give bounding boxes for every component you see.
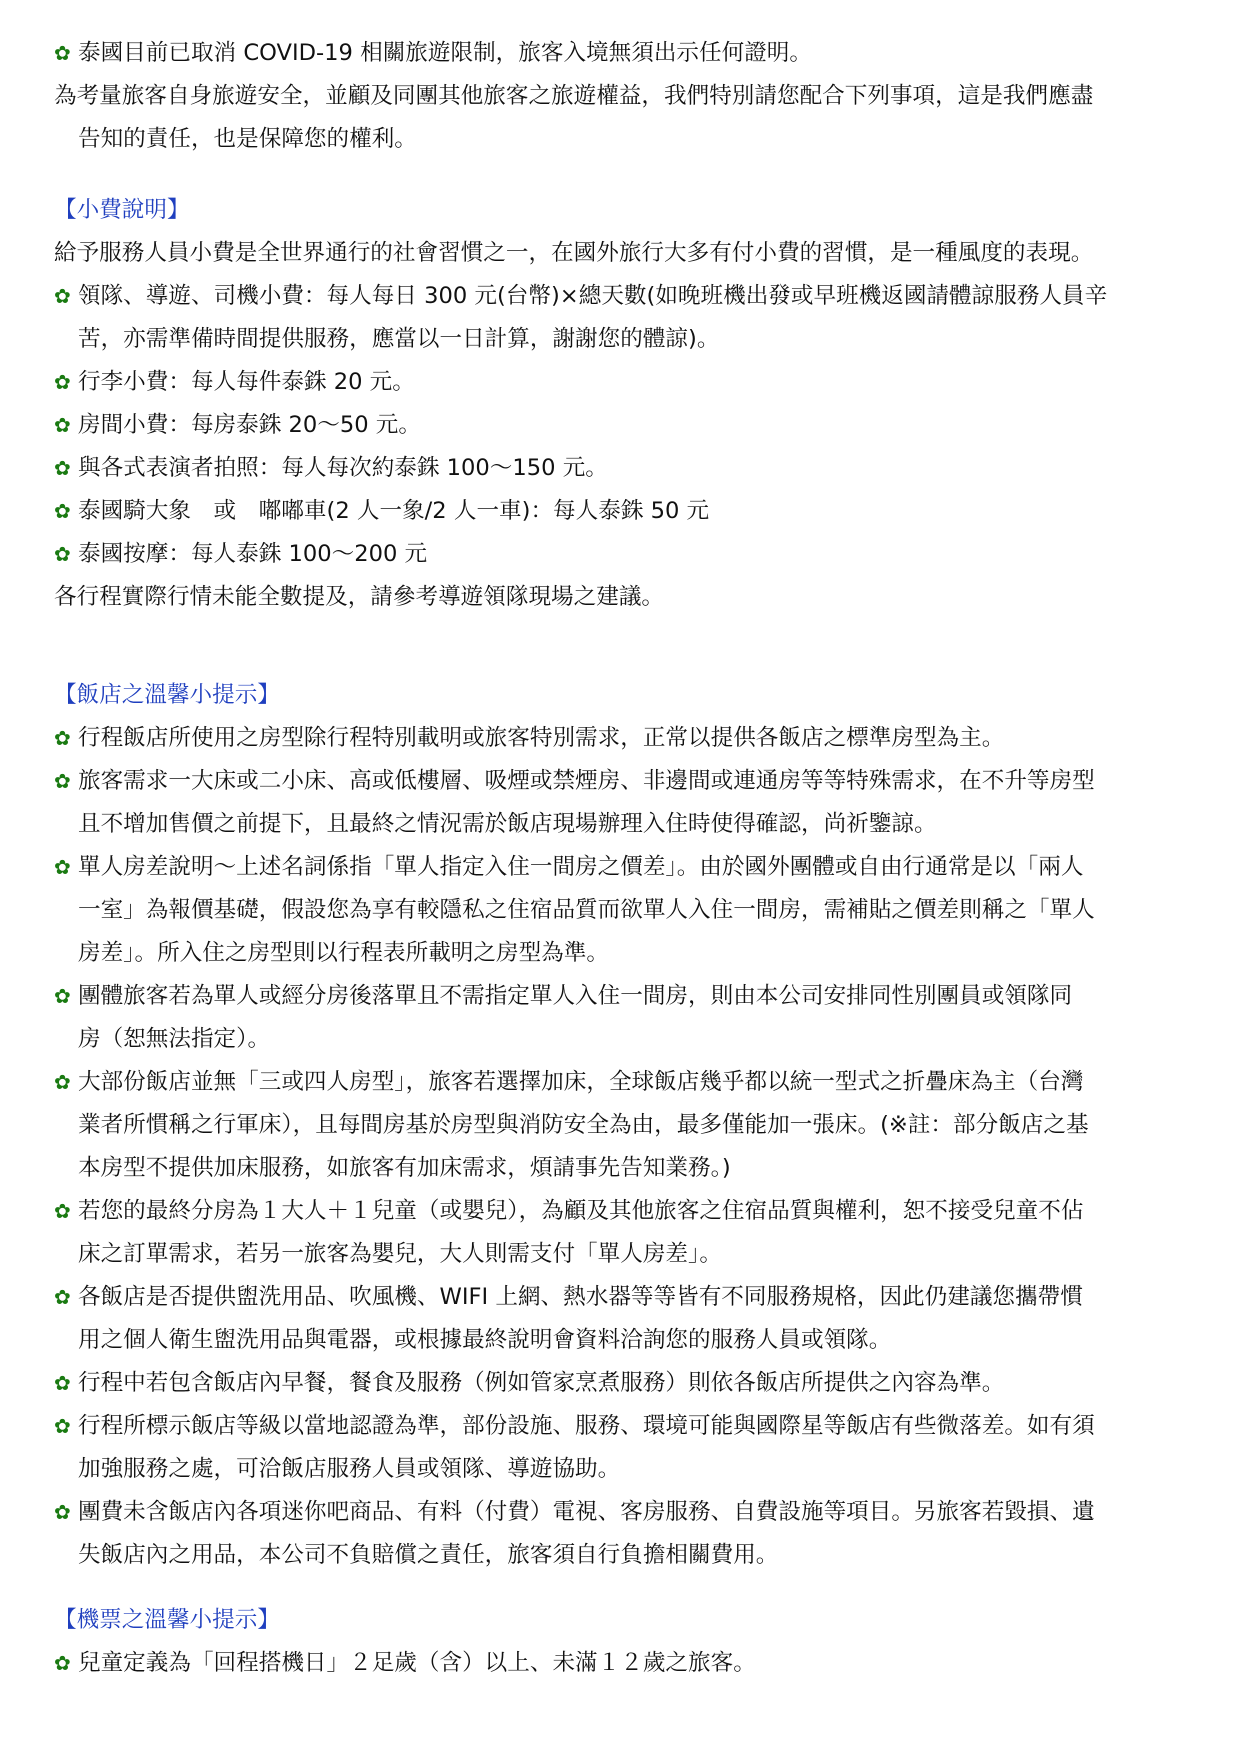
list-item-text: 行程飯店所使用之房型除行程特別載明或旅客特別需求，正常以提供各飯店之標準房型為主。 bbox=[78, 725, 1005, 751]
list-item-continuation: 苦，亦需準備時間提供服務，應當以一日計算，謝謝您的體諒)。 bbox=[78, 326, 720, 352]
list-item-text: 行程所標示飯店等級以當地認證為準，部份設施、服務、環境可能與國際星等飯店有些微落差。如有須 bbox=[78, 1413, 1095, 1439]
list-item bbox=[54, 846, 1189, 889]
tips-intro: 給予服務人員小費是全世界通行的社會習慣之一，在國外旅行大多有付小費的習慣，是一種風度的表現。 bbox=[54, 240, 1094, 266]
list-item bbox=[54, 490, 1189, 533]
flower-bullet-icon: ✿ bbox=[54, 769, 71, 793]
intro-paragraph-line: 告知的責任，也是保障您的權利。 bbox=[78, 126, 417, 152]
flower-bullet-icon: ✿ bbox=[54, 855, 71, 879]
list-item-continuation: 用之個人衛生盥洗用品與電器，或根據最終說明會資料洽詢您的服務人員或領隊。 bbox=[78, 1327, 892, 1353]
list-item bbox=[54, 975, 1189, 1018]
list-item-text: 旅客需求一大床或二小床、高或低樓層、吸煙或禁煙房、非邊間或連通房等等特殊需求，在不升等房型 bbox=[78, 768, 1095, 794]
list-item-text: 領隊、導遊、司機小費：每人每日 300 元(台幣)×總天數(如晚班機出發或早班機返國請體諒服務人員辛 bbox=[78, 283, 1108, 309]
list-item bbox=[54, 533, 1189, 576]
flower-bullet-icon: ✿ bbox=[54, 1500, 71, 1524]
flower-bullet-icon: ✿ bbox=[54, 499, 71, 523]
list-item bbox=[54, 404, 1189, 447]
list-item-continuation: 加強服務之處，可洽飯店服務人員或領隊、導遊協助。 bbox=[78, 1456, 621, 1482]
list-item bbox=[54, 1642, 1189, 1685]
list-item bbox=[54, 1061, 1189, 1104]
flower-bullet-icon: ✿ bbox=[54, 284, 71, 308]
list-item bbox=[54, 361, 1189, 404]
list-item-continuation: 房（恕無法指定）。 bbox=[78, 1026, 271, 1052]
flower-bullet-icon: ✿ bbox=[54, 542, 71, 566]
list-item bbox=[54, 1362, 1189, 1405]
list-item-continuation: 業者所慣稱之行軍床），且每間房基於房型與消防安全為由，最多僅能加一張床。(※註：部分飯店之基 bbox=[78, 1112, 1089, 1138]
list-item-continuation: 失飯店內之用品，本公司不負賠償之責任，旅客須自行負擔相關費用。 bbox=[78, 1542, 779, 1568]
flower-bullet-icon: ✿ bbox=[54, 1414, 71, 1438]
list-item bbox=[54, 1190, 1189, 1233]
list-item-text: 房間小費：每房泰銖 20～50 元。 bbox=[78, 412, 421, 438]
intro-covid-text: 泰國目前已取消 COVID-19 相關旅遊限制，旅客入境無須出示任何證明。 bbox=[78, 40, 812, 66]
flower-bullet-icon: ✿ bbox=[54, 370, 71, 394]
flower-bullet-icon: ✿ bbox=[54, 1651, 71, 1675]
list-item-text: 若您的最終分房為１大人＋１兒童（或嬰兒），為顧及其他旅客之住宿品質與權利，恕不接受兒童不佔 bbox=[78, 1198, 1084, 1224]
flower-bullet-icon: ✿ bbox=[54, 1371, 71, 1395]
document-page bbox=[54, 32, 1189, 1685]
flower-bullet-icon: ✿ bbox=[54, 41, 71, 65]
list-item-text: 大部份飯店並無「三或四人房型」，旅客若選擇加床，全球飯店幾乎都以統一型式之折疊床為主（台灣 bbox=[78, 1069, 1084, 1095]
flower-bullet-icon: ✿ bbox=[54, 456, 71, 480]
ticket-heading: 【機票之溫馨小提示】 bbox=[54, 1607, 280, 1633]
list-item-text: 單人房差說明～上述名詞係指「單人指定入住一間房之價差」。由於國外團體或自由行通常是以「兩人 bbox=[78, 854, 1084, 880]
flower-bullet-icon: ✿ bbox=[54, 413, 71, 437]
list-item-continuation: 且不增加售價之前提下，且最終之情況需於飯店現場辦理入住時使得確認，尚祈鑒諒。 bbox=[78, 811, 937, 837]
flower-bullet-icon: ✿ bbox=[54, 1199, 71, 1223]
list-item-text: 與各式表演者拍照：每人每次約泰銖 100～150 元。 bbox=[78, 455, 608, 481]
list-item-continuation: 本房型不提供加床服務，如旅客有加床需求，煩請事先告知業務。) bbox=[78, 1155, 731, 1181]
list-item bbox=[54, 1276, 1189, 1319]
tips-footer: 各行程實際行情未能全數提及，請參考導遊領隊現場之建議。 bbox=[54, 584, 665, 610]
list-item bbox=[54, 1405, 1189, 1448]
tips-heading: 【小費說明】 bbox=[54, 197, 190, 223]
intro-paragraph-line: 為考量旅客自身旅遊安全，並顧及同團其他旅客之旅遊權益，我們特別請您配合下列事項，這是我們應盡 bbox=[54, 83, 1094, 109]
flower-bullet-icon: ✿ bbox=[54, 984, 71, 1008]
list-item bbox=[54, 717, 1189, 760]
flower-bullet-icon: ✿ bbox=[54, 1070, 71, 1094]
list-item-continuation: 一室」為報價基礎，假設您為享有較隱私之住宿品質而欲單人入住一間房，需補貼之價差則稱之「單人 bbox=[78, 897, 1095, 923]
list-item bbox=[54, 760, 1189, 803]
list-item bbox=[54, 1491, 1189, 1534]
list-item-text: 泰國按摩：每人泰銖 100～200 元 bbox=[78, 541, 428, 567]
list-item-continuation: 房差」。所入住之房型則以行程表所載明之房型為準。 bbox=[78, 940, 609, 966]
list-item-text: 團體旅客若為單人或經分房後落單且不需指定單人入住一間房，則由本公司安排同性別團員或領隊同 bbox=[78, 983, 1073, 1009]
list-item-text: 行李小費：每人每件泰銖 20 元。 bbox=[78, 369, 415, 395]
list-item-text: 各飯店是否提供盥洗用品、吹風機、WIFI 上網、熱水器等等皆有不同服務規格，因此仍建議您攜帶慣 bbox=[78, 1284, 1083, 1310]
list-item-text: 團費未含飯店內各項迷你吧商品、有料（付費）電視、客房服務、自費設施等項目。另旅客若毀損、遺 bbox=[78, 1499, 1095, 1525]
flower-bullet-icon: ✿ bbox=[54, 1285, 71, 1309]
list-item bbox=[54, 447, 1189, 490]
list-item-text: 行程中若包含飯店內早餐，餐食及服務（例如管家烹煮服務）則依各飯店所提供之內容為準。 bbox=[78, 1370, 1005, 1396]
list-item-text: 兒童定義為「回程搭機日」２足歲（含）以上、未滿１２歲之旅客。 bbox=[78, 1650, 756, 1676]
list-item-continuation: 床之訂單需求，若另一旅客為嬰兒，大人則需支付「單人房差」。 bbox=[78, 1241, 722, 1267]
hotel-heading: 【飯店之溫馨小提示】 bbox=[54, 682, 280, 708]
list-item-text: 泰國騎大象 或 嘟嘟車(2 人一象/2 人一車)：每人泰銖 50 元 bbox=[78, 498, 710, 524]
list-item bbox=[54, 32, 1189, 75]
list-item bbox=[54, 275, 1189, 318]
flower-bullet-icon: ✿ bbox=[54, 726, 71, 750]
hotel-tips-list bbox=[54, 717, 1189, 1577]
